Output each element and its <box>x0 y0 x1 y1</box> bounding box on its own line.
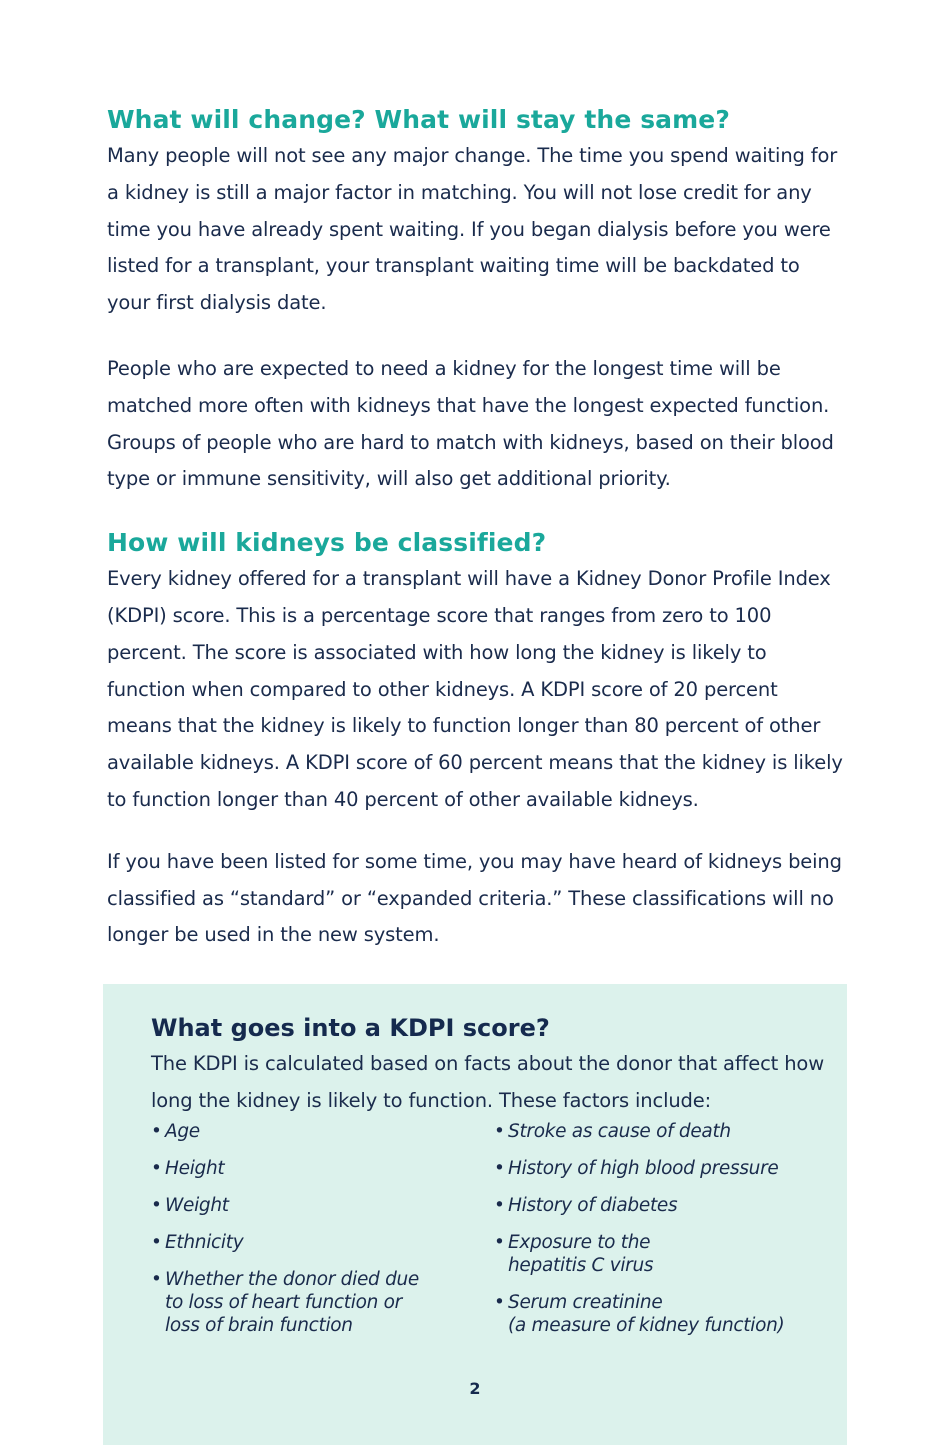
factor-text: Ethnicity <box>165 1232 244 1253</box>
kdpi-factors-left-list <box>151 1120 451 1351</box>
kdpi-factor-columns <box>151 1120 831 1350</box>
section2-paragraph-2: If you have been listed for some time, you may have heard of kidneys being classified as “standard” or “expanded criteria.” These classifications will no longer be used in the new system. <box>107 849 842 947</box>
page-content <box>107 100 847 954</box>
kdpi-box-heading: What goes into a KDPI score? <box>151 1014 550 1042</box>
bullet-icon: • <box>494 1195 505 1216</box>
factor-text: Whether the donor died due to loss of heart function or loss of brain function <box>165 1269 420 1336</box>
factor-text: Age <box>165 1121 200 1142</box>
factor-text: History of diabetes <box>508 1195 678 1216</box>
list-item <box>151 1157 451 1180</box>
list-item <box>151 1268 451 1337</box>
section1-paragraph-2: People who are expected to need a kidney for the longest time will be matched more often with kidneys that have the longest expected function. Groups of people who are hard to match with kidneys, based on their blood type or immune sensitivity, will also get additional priority. <box>107 356 834 491</box>
list-item <box>494 1194 814 1217</box>
factor-text: Height <box>165 1158 225 1179</box>
bullet-icon: • <box>151 1269 162 1290</box>
factor-text: Exposure to the hepatitis C virus <box>508 1232 654 1276</box>
bullet-icon: • <box>151 1121 162 1142</box>
kdpi-box-intro: The KDPI is calculated based on facts about the donor that affect how long the kidney is likely to function. These factors include: <box>151 1052 824 1112</box>
list-item <box>494 1291 814 1337</box>
bullet-icon: • <box>151 1195 162 1216</box>
bullet-icon: • <box>151 1158 162 1179</box>
section2-paragraph-1: Every kidney offered for a transplant will have a Kidney Donor Profile Index (KDPI) score. This is a percentage score that ranges from zero to 100 percent. The score is associated with how long the kidney is likely to function when compared to other kidneys. A KDPI score of 20 percent means that the kidney is likely to function longer than 80 percent of other available kidneys. A KDPI score of 60 percent means that the kidney is likely to function longer than 40 percent of other available kidneys. <box>107 567 843 811</box>
list-item <box>151 1231 451 1254</box>
bullet-icon: • <box>494 1292 505 1313</box>
kdpi-factors-right-list <box>494 1120 814 1351</box>
bullet-icon: • <box>494 1121 505 1142</box>
factor-text: History of high blood pressure <box>508 1158 779 1179</box>
page-number: 2 <box>469 1379 481 1398</box>
bullet-icon: • <box>494 1232 505 1253</box>
kdpi-info-box-content <box>151 1010 831 1350</box>
list-item <box>494 1231 814 1277</box>
section-heading-what-will-change: What will change? What will stay the same? <box>107 105 730 134</box>
list-item <box>151 1120 451 1143</box>
factor-text: Weight <box>165 1195 229 1216</box>
section1-paragraph-1: Many people will not see any major change. The time you spend waiting for a kidney is still a major factor in matching. You will not lose credit for any time you have already spent waiting. If you began dialysis before you were listed for a transplant, your transplant waiting time will be backdated to your first dialysis date. <box>107 144 838 315</box>
bullet-icon: • <box>151 1232 162 1253</box>
factor-text: Serum creatinine (a measure of kidney function) <box>508 1292 785 1336</box>
factor-text: Stroke as cause of death <box>508 1121 731 1142</box>
section-heading-kidney-classification: How will kidneys be classified? <box>107 528 547 558</box>
list-item <box>151 1194 451 1217</box>
list-item <box>494 1157 814 1180</box>
kdpi-info-box <box>103 984 847 1445</box>
bullet-icon: • <box>494 1158 505 1179</box>
list-item <box>494 1120 814 1143</box>
